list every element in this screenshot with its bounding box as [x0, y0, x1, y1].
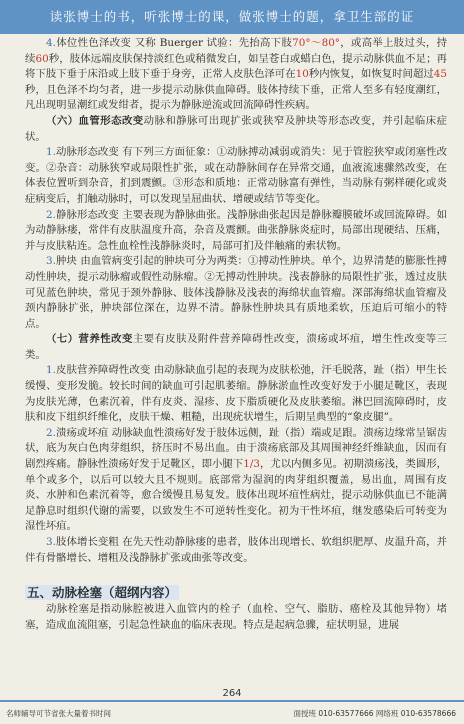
- item-number: 2.: [46, 208, 56, 221]
- paragraph-artery-shape: 1.动脉形态改变 有下列三方面征象：①动脉搏动减弱或消失：见于管腔狭窄或闭塞性改变。②杂音：动脉狭窄或局限性扩张，或在动静脉间存在异常交通，血液流速骤然改变，在体表位置听到杂音，扪到震颤。③形态和质地：正常动脉富有弹性，当动脉有粥样硬化或炎症病变后，扪触动脉时，可以发现呈屈曲状、增硬或结节等变化。: [25, 146, 447, 205]
- paragraph-vein-shape: 2.静脉形态改变 主要表现为静脉曲张。浅静脉曲张起因是静脉瓣膜破坏或回流障碍。如为动静脉瘘，常伴有皮肤温度升高，杂音及震颤。曲张静脉炎症时，局部出现硬结、压痛，并与皮肤粘连。急性血栓性浅静脉炎时，局部可扪及伴触痛的索状物。: [25, 208, 447, 252]
- page-number: 264: [222, 688, 242, 699]
- paragraph-arterial-embolism: 动脉栓塞是指动脉腔被进入血管内的栓子（血栓、空气、脂肪、癌栓及其他异物）堵塞，造成血流阻塞，引起急性缺血的临床表现。特点是起病急骤，症状明显，进展: [25, 603, 447, 631]
- heading-nutritional-change: （七）营养性改变主要有皮肤及附件营养障碍性改变，溃疡或坏疽，增生性改变等三类。: [25, 333, 448, 361]
- page-content: [25, 36, 447, 633]
- paragraph-mass: 3.肿块 由血管病变引起的肿块可分为两类：①搏动性肿块。单个，边界清楚的膨胀性搏动性肿块，提示动脉瘤或假性动脉瘤。②无搏动性肿块。浅表静脉的局限性扩张，透过皮肤可见蓝色肿块，常见于颈外静脉、肢体浅静脉及浅表的海绵状血管瘤。深部海绵状血管瘤及颈内静脉扩张，肿块部位深在，边界不清。静脉性肿块具有质地柔软，压迫后可缩小的特点。: [25, 255, 447, 330]
- footer-left-text: 名师辅导可节省张大量着书时间: [6, 709, 111, 718]
- footer-contact-text: 面授班 010-63577666 网络班 010-63578666: [293, 709, 456, 718]
- heading-vessel-shape-change: （六）血管形态改变动脉和静脉可出现扩张或狭窄及肿块等形态改变，并引起临床症状。: [25, 114, 448, 143]
- subheading: （六）血管形态改变: [46, 114, 144, 127]
- paragraph-ulcer-gangrene: 2.溃疡或坏疽 动脉缺血性溃疡好发于肢体远侧，趾（指）端或足跟。溃疡边缘常呈锯齿状，底为灰白色肉芽组织，挤压时不易出血。由于溃疡底部及其周围神经纤维缺血，因而有剧烈疼痛。静脉性溃疡好发于足靴区，即小腿下1/3，尤以内侧多见。初期溃疡浅，类圆形，单个或多个，以后可以较大且不规则。底部常为湿润的肉芽组织覆盖，易出血，周围有皮炎、水肿和色素沉着等，愈合缓慢且易复发。肢体出现坏疽性病灶，提示动脉供血已不能满足静息时组织代谢的需要，以致发生不可逆转性变化。初为干性坏疽，继发感染后可转变为湿性坏疽。: [25, 426, 447, 533]
- paragraph-postural-color-change: 4.体位性色泽改变 又称 Buerger 试验：先抬高下肢70°～80°，或高举上肢过头，持续60秒，肢体远端皮肤保持淡红色或稍微发白，如呈苍白或蜡白色，提示动脉供血不足；再将下肢下垂于床沿或上肢下垂于身旁，正常人皮肤色泽可在10秒内恢复，如恢复时间超过45秒，且色泽不均匀者，进一步提示动脉供血障碍。肢体持续下垂，正常人至多有轻度潮红，凡出现明显潮红或发绀者，提示为静脉逆流或回流障碍性疾病。: [25, 37, 448, 112]
- item-number: 3.: [46, 536, 56, 548]
- section-heading-arterial-embolism: 五、动脉栓塞（超纲内容）: [27, 585, 178, 601]
- item-number: 4.: [46, 37, 56, 49]
- paragraph-limb-growth: 3.肢体增长变粗 在先天性动静脉瘘的患者，肢体出现增长、软组织肥厚、皮温升高，并伴有骨骼增长、增粗及浅静脉扩张或曲张等改变。: [25, 536, 447, 564]
- item-number: 1.: [46, 146, 56, 159]
- page-header-banner: [0, 0, 464, 34]
- subheading: （七）营养性改变: [46, 333, 133, 346]
- page-footer: [0, 700, 464, 724]
- header-slogan: 读张博士的书，听张博士的课，做张博士的题，拿卫生部的证: [49, 9, 415, 24]
- paragraph-skin-nutrition: 1.皮肤营养障碍性改变 由动脉缺血引起的表现为皮肤松弛，汗毛脱落，趾（指）甲生长缓慢、变形发脆。较长时间的缺血可引起肌萎缩。静脉淤血性改变好发于小腿足靴区，表现为皮肤光薄，色素沉着，伴有皮炎、湿疹、皮下脂质硬化及皮肤萎缩。淋巴回流障碍时，皮肤和皮下组织纤维化，皮肤干燥、粗糙，出现疣状增生，后期呈典型的“象皮腿”。: [25, 364, 447, 424]
- item-number: 3.: [46, 255, 56, 268]
- item-number: 1.: [46, 364, 56, 377]
- item-number: 2.: [46, 426, 56, 439]
